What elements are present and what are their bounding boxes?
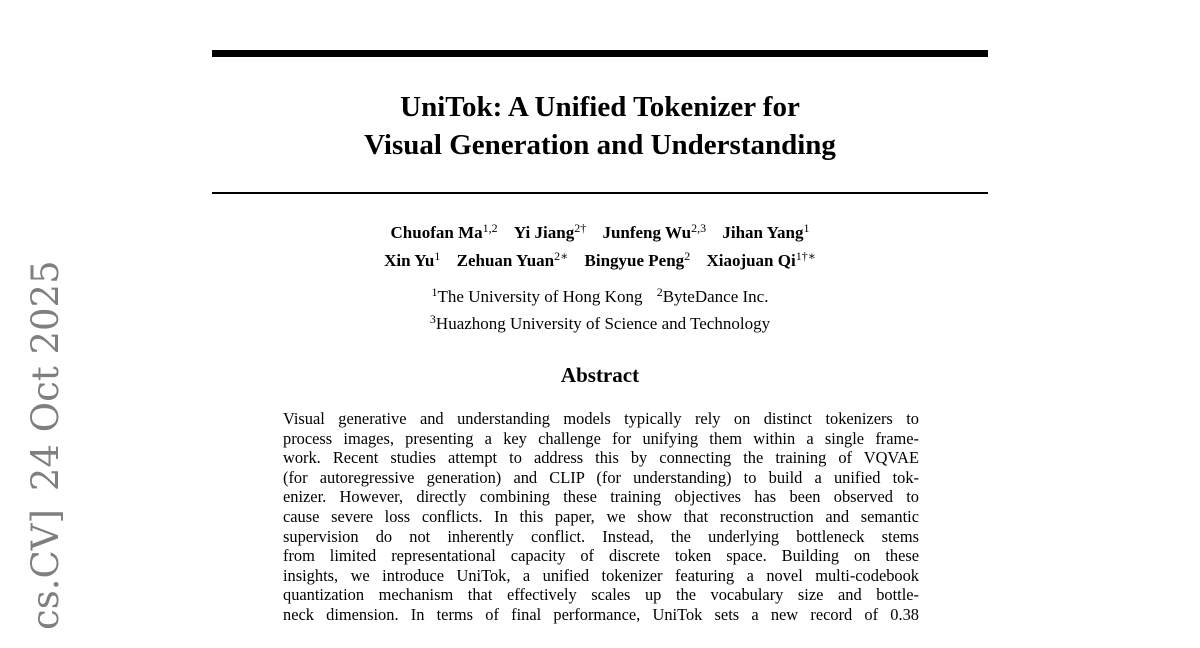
abstract-line: (for autoregressive generation) and CLIP (for understanding) to build a unified tok- [283,467,919,487]
author: Bingyue Peng$^2$ [584,249,691,270]
affiliation-row-1 [212,283,988,310]
abstract-line: Visual generative and understanding models typically rely on distinct tokenizers to [283,409,919,428]
paper-title [212,88,988,164]
author: Jihan Yang$^1$ [722,221,810,242]
abstract-line: supervision do not inherently conflict. Instead, the underlying bottleneck stems [283,526,919,546]
abstract-heading: Abstract [560,363,640,387]
affiliation-row-2 [212,310,988,337]
author: Xin Yu$^1$ [384,249,441,270]
author: Chuofan Ma$^{1,2}$ [390,221,498,242]
affiliation: $^1$The University of Hong Kong [431,285,643,306]
abstract-line: work. Recent studies attempt to address this by connecting the training of VQVAE [283,448,919,468]
affiliation: $^2$ByteDance Inc. [656,285,769,306]
arxiv-category: cs.CV] [24,509,67,630]
abstract-line: from limited representational capacity of discrete token space. Building on these [283,546,919,566]
abstract-line: process images, presenting a key challenge for unifying them within a single frame- [283,428,919,448]
arxiv-date: 24 Oct 2025 [24,260,67,492]
abstract-line: insights, we introduce UniTok, a unified tokenizer featuring a novel multi-codebook [283,565,919,585]
title-line-1: UniTok: A Unified Tokenizer for [400,91,800,123]
author: Xiaojuan $Qi^{1\dagger∗}$ [706,249,816,270]
title-rule [212,192,988,194]
author: Junfeng Wu$^{2,3}$ [602,221,707,242]
author: Zehuan Yuan$^{2∗}$ [456,249,569,270]
affiliation-list [212,283,988,337]
author-row-1 [212,219,988,247]
author-row-2 [212,247,988,275]
abstract-body [283,409,919,625]
abstract-line: enizer. However, directly combining these training objectives has been observed to [283,487,919,507]
abstract-line: cause severe loss conflicts. In this paper, we show that reconstruction and semantic [283,506,919,526]
top-rule [212,50,988,57]
author-list [212,219,988,275]
arxiv-side-stamp [24,260,68,648]
abstract-line: neck dimension. In terms of final performance, UniTok sets a new record of 0.38 [283,604,919,624]
author: Yi Jiang$^{2\dagger}$ [513,221,587,242]
title-line-2: Visual Generation and Understanding [364,129,836,161]
affiliation: $^3$Huazhong University of Science and Technology [429,312,771,333]
abstract-line: quantization mechanism that effectively scales up the vocabulary size and bottle- [283,585,919,605]
